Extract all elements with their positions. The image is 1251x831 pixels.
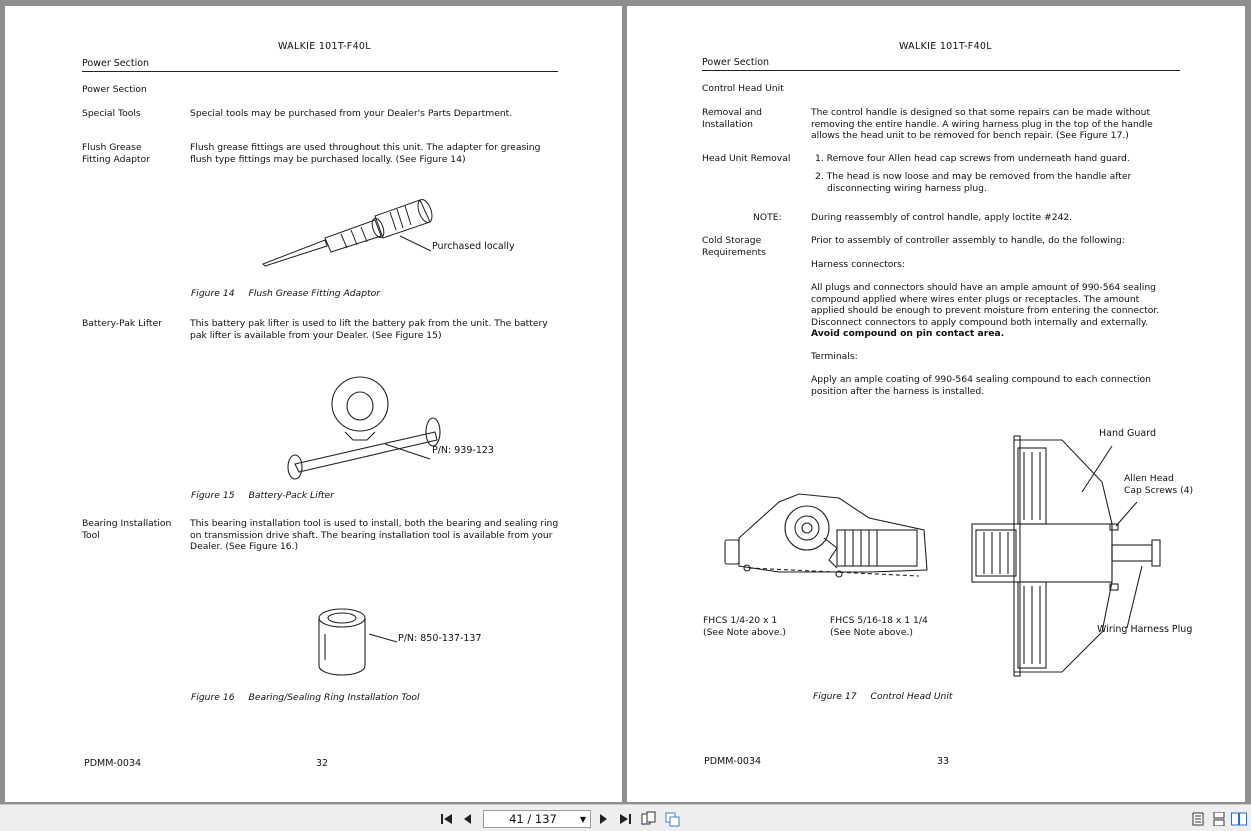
callout-hand-guard: Hand Guard [1099, 428, 1157, 439]
footer-page-number: 32 [316, 758, 329, 769]
header-title: WALKIE 101T-F40L [899, 41, 992, 52]
footer-doc-number: PDMM-0034 [704, 756, 762, 767]
row-text: This bearing installation tool is used to install, both the bearing and sealing ring on transmission drive shaft. The bearing installation tool is available from your Dealer. (See Figure 16.) [190, 518, 559, 553]
figure-caption [813, 691, 953, 702]
row-text: Flush grease fittings are used throughout this unit. The adapter for greasing flush type fittings may be purchased locally. (See Figure 14) [190, 142, 541, 165]
figure-title: Bearing/Sealing Ring Installation Tool [248, 692, 420, 703]
note-label: NOTE: [753, 212, 782, 223]
header-rule [702, 70, 1180, 71]
dual-page-icon[interactable] [665, 810, 681, 827]
grease-adaptor-illustration [255, 196, 455, 276]
step-item: 2. The head is now loose and may be removed from the handle after disconnecting wiring harness plug. [815, 171, 1132, 194]
single-view-icon[interactable] [1190, 810, 1206, 827]
figure-callout: P/N: 850-137-137 [398, 633, 482, 644]
row-text: Special tools may be purchased from your Dealer's Parts Department. [190, 108, 513, 119]
page-number-select[interactable] [483, 810, 591, 828]
figure-caption [191, 288, 380, 299]
harness-warning: Avoid compound on pin contact area. [811, 328, 1005, 340]
cold-storage-label: Cold Storage Requirements [702, 235, 766, 258]
subsection-title: Control Head Unit [702, 83, 784, 94]
callout-fhcs-2: FHCS 5/16-18 x 1 1/4 (See Note above.) [830, 615, 928, 638]
callout-fhcs-1: FHCS 1/4-20 x 1 (See Note above.) [703, 615, 786, 638]
row-text: This battery pak lifter is used to lift the battery pak from the unit. The battery pak lifter is available from your Dealer. (See Figure 15) [190, 318, 548, 341]
removal-label: Removal and Installation [702, 107, 763, 130]
bearing-tool-illustration [315, 604, 435, 684]
header-rule [82, 71, 558, 72]
footer-page-number: 33 [937, 756, 950, 767]
row-label: Special Tools [82, 108, 141, 119]
cold-storage-text: Prior to assembly of controller assembly to handle, do the following: [811, 235, 1125, 246]
row-label: Bearing Installation Tool [82, 518, 172, 541]
first-page-icon[interactable] [439, 810, 455, 827]
battery-lifter-illustration [275, 374, 485, 484]
section-title: Power Section [82, 58, 150, 69]
control-head-front-illustration [962, 432, 1172, 682]
row-label: Battery-Pak Lifter [82, 318, 162, 329]
section-title: Power Section [702, 57, 770, 68]
control-head-side-illustration [719, 488, 949, 608]
figure-caption [191, 692, 420, 703]
terminals-heading: Terminals: [811, 351, 858, 362]
next-page-icon[interactable] [595, 810, 611, 827]
callout-allen-head: Allen Head Cap Screws (4) [1124, 473, 1194, 496]
note-text: During reassembly of control handle, apply loctite #242. [811, 212, 1073, 223]
head-removal-label: Head Unit Removal [702, 153, 791, 164]
figure-number: Figure 17 [813, 691, 857, 702]
harness-heading: Harness connectors: [811, 259, 906, 270]
figure-number: Figure 15 [191, 490, 235, 501]
harness-paragraph [811, 282, 1175, 340]
row-label: Flush Grease Fitting Adaptor [82, 142, 150, 165]
terminals-text: Apply an ample coating of 990-564 sealing compound to each connection position after the harness is installed. [811, 374, 1151, 397]
figure-number: Figure 16 [191, 692, 235, 703]
right-page [627, 6, 1245, 802]
left-page [5, 6, 622, 802]
chevron-down-icon: ▼ [579, 814, 587, 824]
callout-wiring-plug: Wiring Harness Plug [1097, 624, 1193, 635]
harness-text: All plugs and connectors should have an ample amount of 990-564 sealing compound applied where wires enter plugs or receptacles. The amount applied should be enough to prevent moisture from entering the connector. Disconnect connectors to apply compound both internally and externally. [811, 282, 1160, 328]
figure-title: Flush Grease Fitting Adaptor [248, 288, 381, 299]
figure-callout: Purchased locally [432, 241, 515, 252]
figure-number: Figure 14 [191, 288, 235, 299]
viewer-toolbar [0, 804, 1251, 831]
figure-callout: P/N: 939-123 [432, 445, 494, 456]
header-title: WALKIE 101T-F40L [278, 41, 371, 52]
step-item: 1. Remove four Allen head cap screws from underneath hand guard. [815, 153, 1130, 164]
subsection-title: Power Section [82, 84, 147, 95]
removal-text: The control handle is designed so that some repairs can be made without removing the entire handle. A wiring harness plug in the top of the handle allows the head unit to be removed for bench repair. (See Figure 17.) [811, 107, 1153, 142]
prev-page-icon[interactable] [460, 810, 476, 827]
page-layout-icon[interactable] [641, 810, 657, 827]
figure-title: Battery-Pack Lifter [248, 490, 334, 501]
continuous-view-icon[interactable] [1211, 810, 1227, 827]
figure-caption [191, 490, 334, 501]
page-indicator: 41 / 137 [509, 812, 557, 826]
footer-doc-number: PDMM-0034 [84, 758, 142, 769]
last-page-icon[interactable] [617, 810, 633, 827]
figure-title: Control Head Unit [870, 691, 953, 702]
facing-view-icon[interactable] [1231, 810, 1247, 827]
